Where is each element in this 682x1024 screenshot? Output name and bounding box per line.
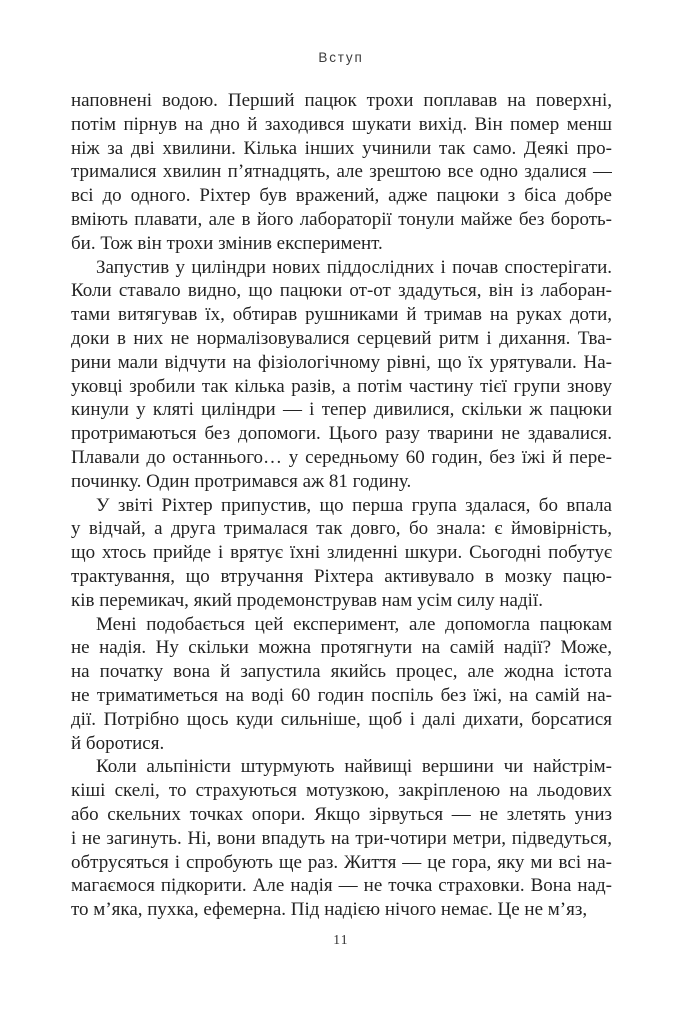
paragraph	[71, 89, 612, 256]
page-number: 11	[333, 932, 349, 947]
text-line: починку. Один протримався аж 81 годину.	[71, 470, 412, 492]
text-line: трималися хвилин п’ятнадцять, але зрештою все одно здалися —	[71, 161, 612, 183]
text-line: вміють плавати, але в його лабораторії тонули майже без бороть-	[71, 208, 612, 230]
text-line: трактування, що втручання Ріхтера активувало в мозку пацю-	[71, 565, 612, 587]
text-line: уковці зробили так кілька разів, а потім частину тієї групи знову	[71, 375, 612, 397]
text-line: Плавали до останнього… у середньому 60 годин, без їжі й пере-	[71, 446, 612, 468]
text-line: всі до одного. Ріхтер був вражений, адже пацюки з біса добре	[71, 185, 612, 207]
text-line: то м’яка, пухка, ефемерна. Під надією нічого немає. Це не м’яз,	[71, 899, 588, 921]
text-line: і не загинуть. Ні, вони впадуть на три-чотири метри, підведуться,	[71, 827, 612, 849]
text-line: наповнені водою. Перший пацюк трохи поплавав на поверхні,	[71, 90, 612, 111]
text-line: Запустив у циліндри нових піддослідних і почав спостерігати.	[96, 256, 612, 278]
text-line: у відчай, а друга трималася так довго, бо знала: є ймовірність,	[71, 518, 612, 540]
text-line: кинули у кляті циліндри — і тепер дивилися, скільки ж пацюки	[71, 399, 612, 421]
text-line: протримаються без допомоги. Цього разу тварини не здавалися.	[71, 423, 612, 445]
text-line: або скельних точках опори. Якщо зірвуться — не злетять униз	[71, 803, 612, 825]
text-line: рини мали відчути на фізіологічному рівні, що їх урятували. На-	[71, 351, 612, 373]
text-line: на початку вона й запустила якийсь процес, але жодна істота	[71, 661, 612, 683]
text-line: потім пірнув на дно й заходився шукати вихід. Він помер менш	[71, 113, 612, 135]
text-line: не триматиметься на воді 60 годин поспіль без їжі, на самій на-	[71, 684, 612, 706]
text-line: Коли альпіністи штурмують найвищі вершини чи найстрім-	[96, 756, 612, 778]
paragraph	[71, 755, 612, 922]
text-line: магаємося підкорити. Але надія — не точка страховки. Вона над-	[71, 875, 612, 897]
text-line: доки в них не нормалізовувалися серцевий ритм і дихання. Тва-	[71, 327, 612, 349]
text-line: У звіті Ріхтер припустив, що перша група здалася, бо впала	[96, 494, 612, 516]
text-line: Коли ставало видно, що пацюки от-от здадуться, він із лаборан-	[71, 280, 612, 302]
text-line: Мені подобається цей експеримент, але допомогла пацюкам	[96, 613, 612, 635]
paragraph	[71, 613, 612, 756]
text-line: тами витягував їх, обтирав рушниками й тримав на руках доти,	[71, 304, 612, 326]
chapter-running-header: Вступ	[318, 50, 364, 65]
text-line: що хтось прийде і врятує їхні злиденні шкури. Сьогодні побутує	[71, 542, 612, 564]
text-line: й боротися.	[71, 732, 165, 754]
paragraph	[71, 256, 612, 494]
text-block	[71, 89, 612, 922]
text-line: дії. Потрібно щось куди сильніше, щоб і далі дихати, борсатися	[71, 708, 612, 730]
text-line: обтрусяться і спробують ще раз. Життя — це гора, яку ми всі на-	[71, 851, 612, 873]
text-line: ніж за дві хвилини. Кілька інших учинили так само. Деякі про-	[71, 137, 612, 159]
text-line: кіші скелі, то страхуються мотузкою, закріпленою на льодових	[71, 780, 612, 802]
text-line: не надія. Ну скільки можна протягнути на самій надії? Може,	[71, 637, 612, 659]
paragraph	[71, 494, 612, 613]
text-line: би. Тож він трохи змінив експеримент.	[71, 232, 383, 254]
text-line: ків перемикач, який продемонстрував нам усім силу надії.	[71, 589, 543, 611]
